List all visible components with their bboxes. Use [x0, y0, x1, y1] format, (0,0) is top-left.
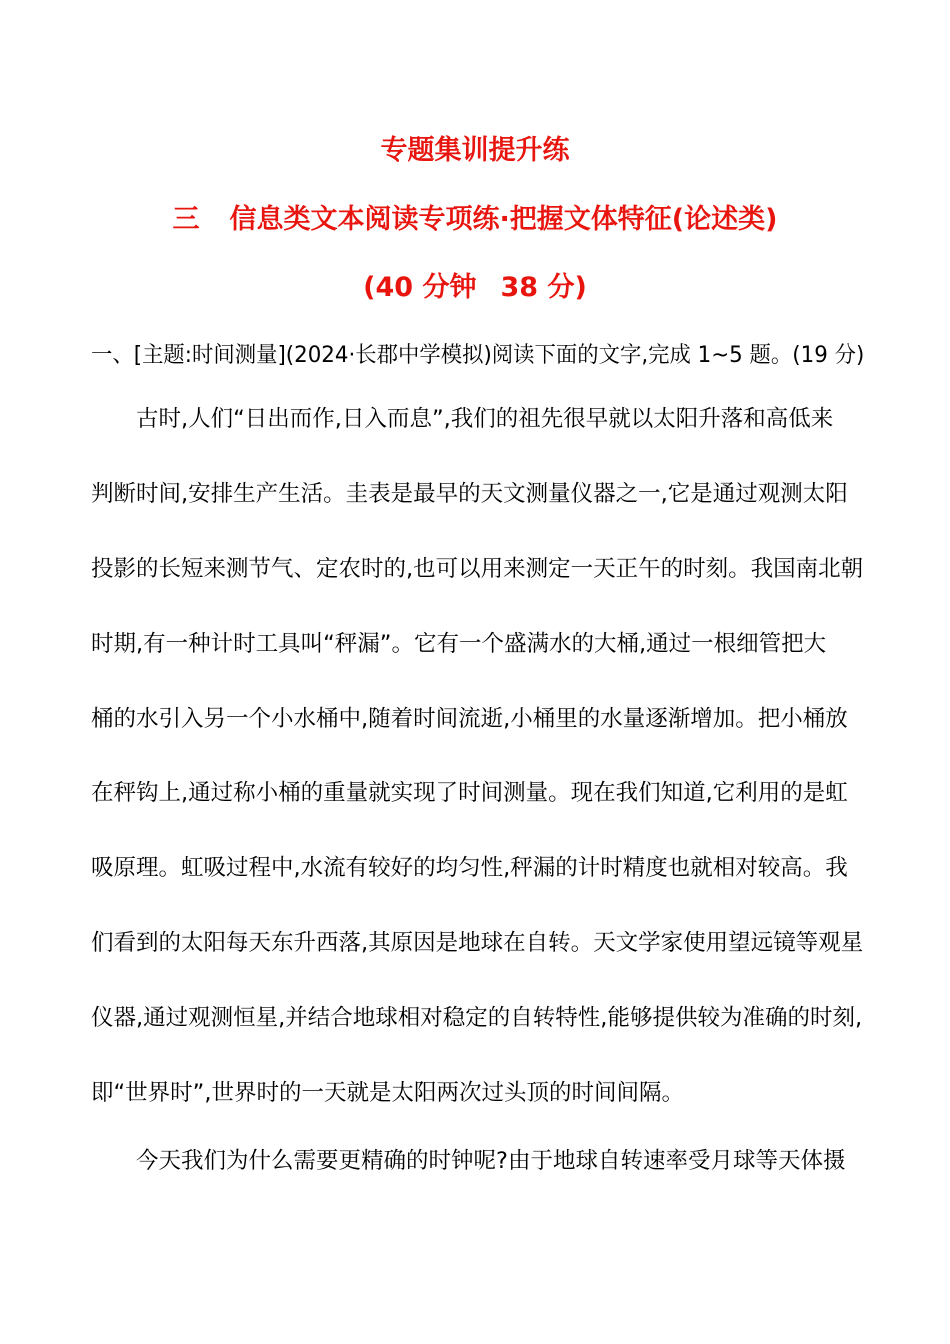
passage-line: 时期,有一种计时工具叫“秤漏”。它有一个盛满水的大桶,通过一根细管把大: [91, 631, 827, 657]
passage-line: 投影的长短来测节气、定农时的,也可以用来测定一天正午的时刻。我国南北朝: [91, 556, 864, 582]
section-number: 三: [172, 204, 200, 235]
passage-line: 判断时间,安排生产生活。圭表是最早的天文测量仪器之一,它是通过观测太阳: [91, 481, 848, 507]
section-subtitle-text: 信息类文本阅读专项练·把握文体特征(论述类): [229, 204, 778, 235]
question-heading: 一、[主题:时间测量](2024·长郡中学模拟)阅读下面的文字,完成 1~5 题。(19 分): [91, 343, 865, 368]
passage-line: 即“世界时”,世界时的一天就是太阳两次过头顶的时间间隔。: [91, 1080, 684, 1106]
passage-line: 古时,人们“日出而作,日入而息”,我们的祖先很早就以太阳升落和高低来: [136, 406, 834, 432]
passage-line: 在秤钩上,通过称小桶的重量就实现了时间测量。现在我们知道,它利用的是虹: [91, 780, 848, 806]
time-limit: (40 分钟: [363, 272, 477, 303]
total-score: 38 分): [500, 272, 587, 303]
passage-line: 今天我们为什么需要更精确的时钟呢?由于地球自转速率受月球等天体摄: [136, 1148, 846, 1174]
passage-line: 们看到的太阳每天东升西落,其原因是地球在自转。天文学家使用望远镜等观星: [91, 930, 864, 956]
passage-line: 吸原理。虹吸过程中,水流有较好的均匀性,秤漏的计时精度也就相对较高。我: [91, 855, 848, 881]
passage-line: 仪器,通过观测恒星,并结合地球相对稳定的自转特性,能够提供较为准确的时刻,: [91, 1005, 863, 1031]
page-title: 专题集训提升练: [380, 135, 570, 166]
time-score-line: [0, 270, 950, 306]
section-subtitle: [0, 202, 950, 238]
passage-line: 桶的水引入另一个小水桶中,随着时间流逝,小桶里的水量逐渐增加。把小桶放: [91, 706, 848, 732]
